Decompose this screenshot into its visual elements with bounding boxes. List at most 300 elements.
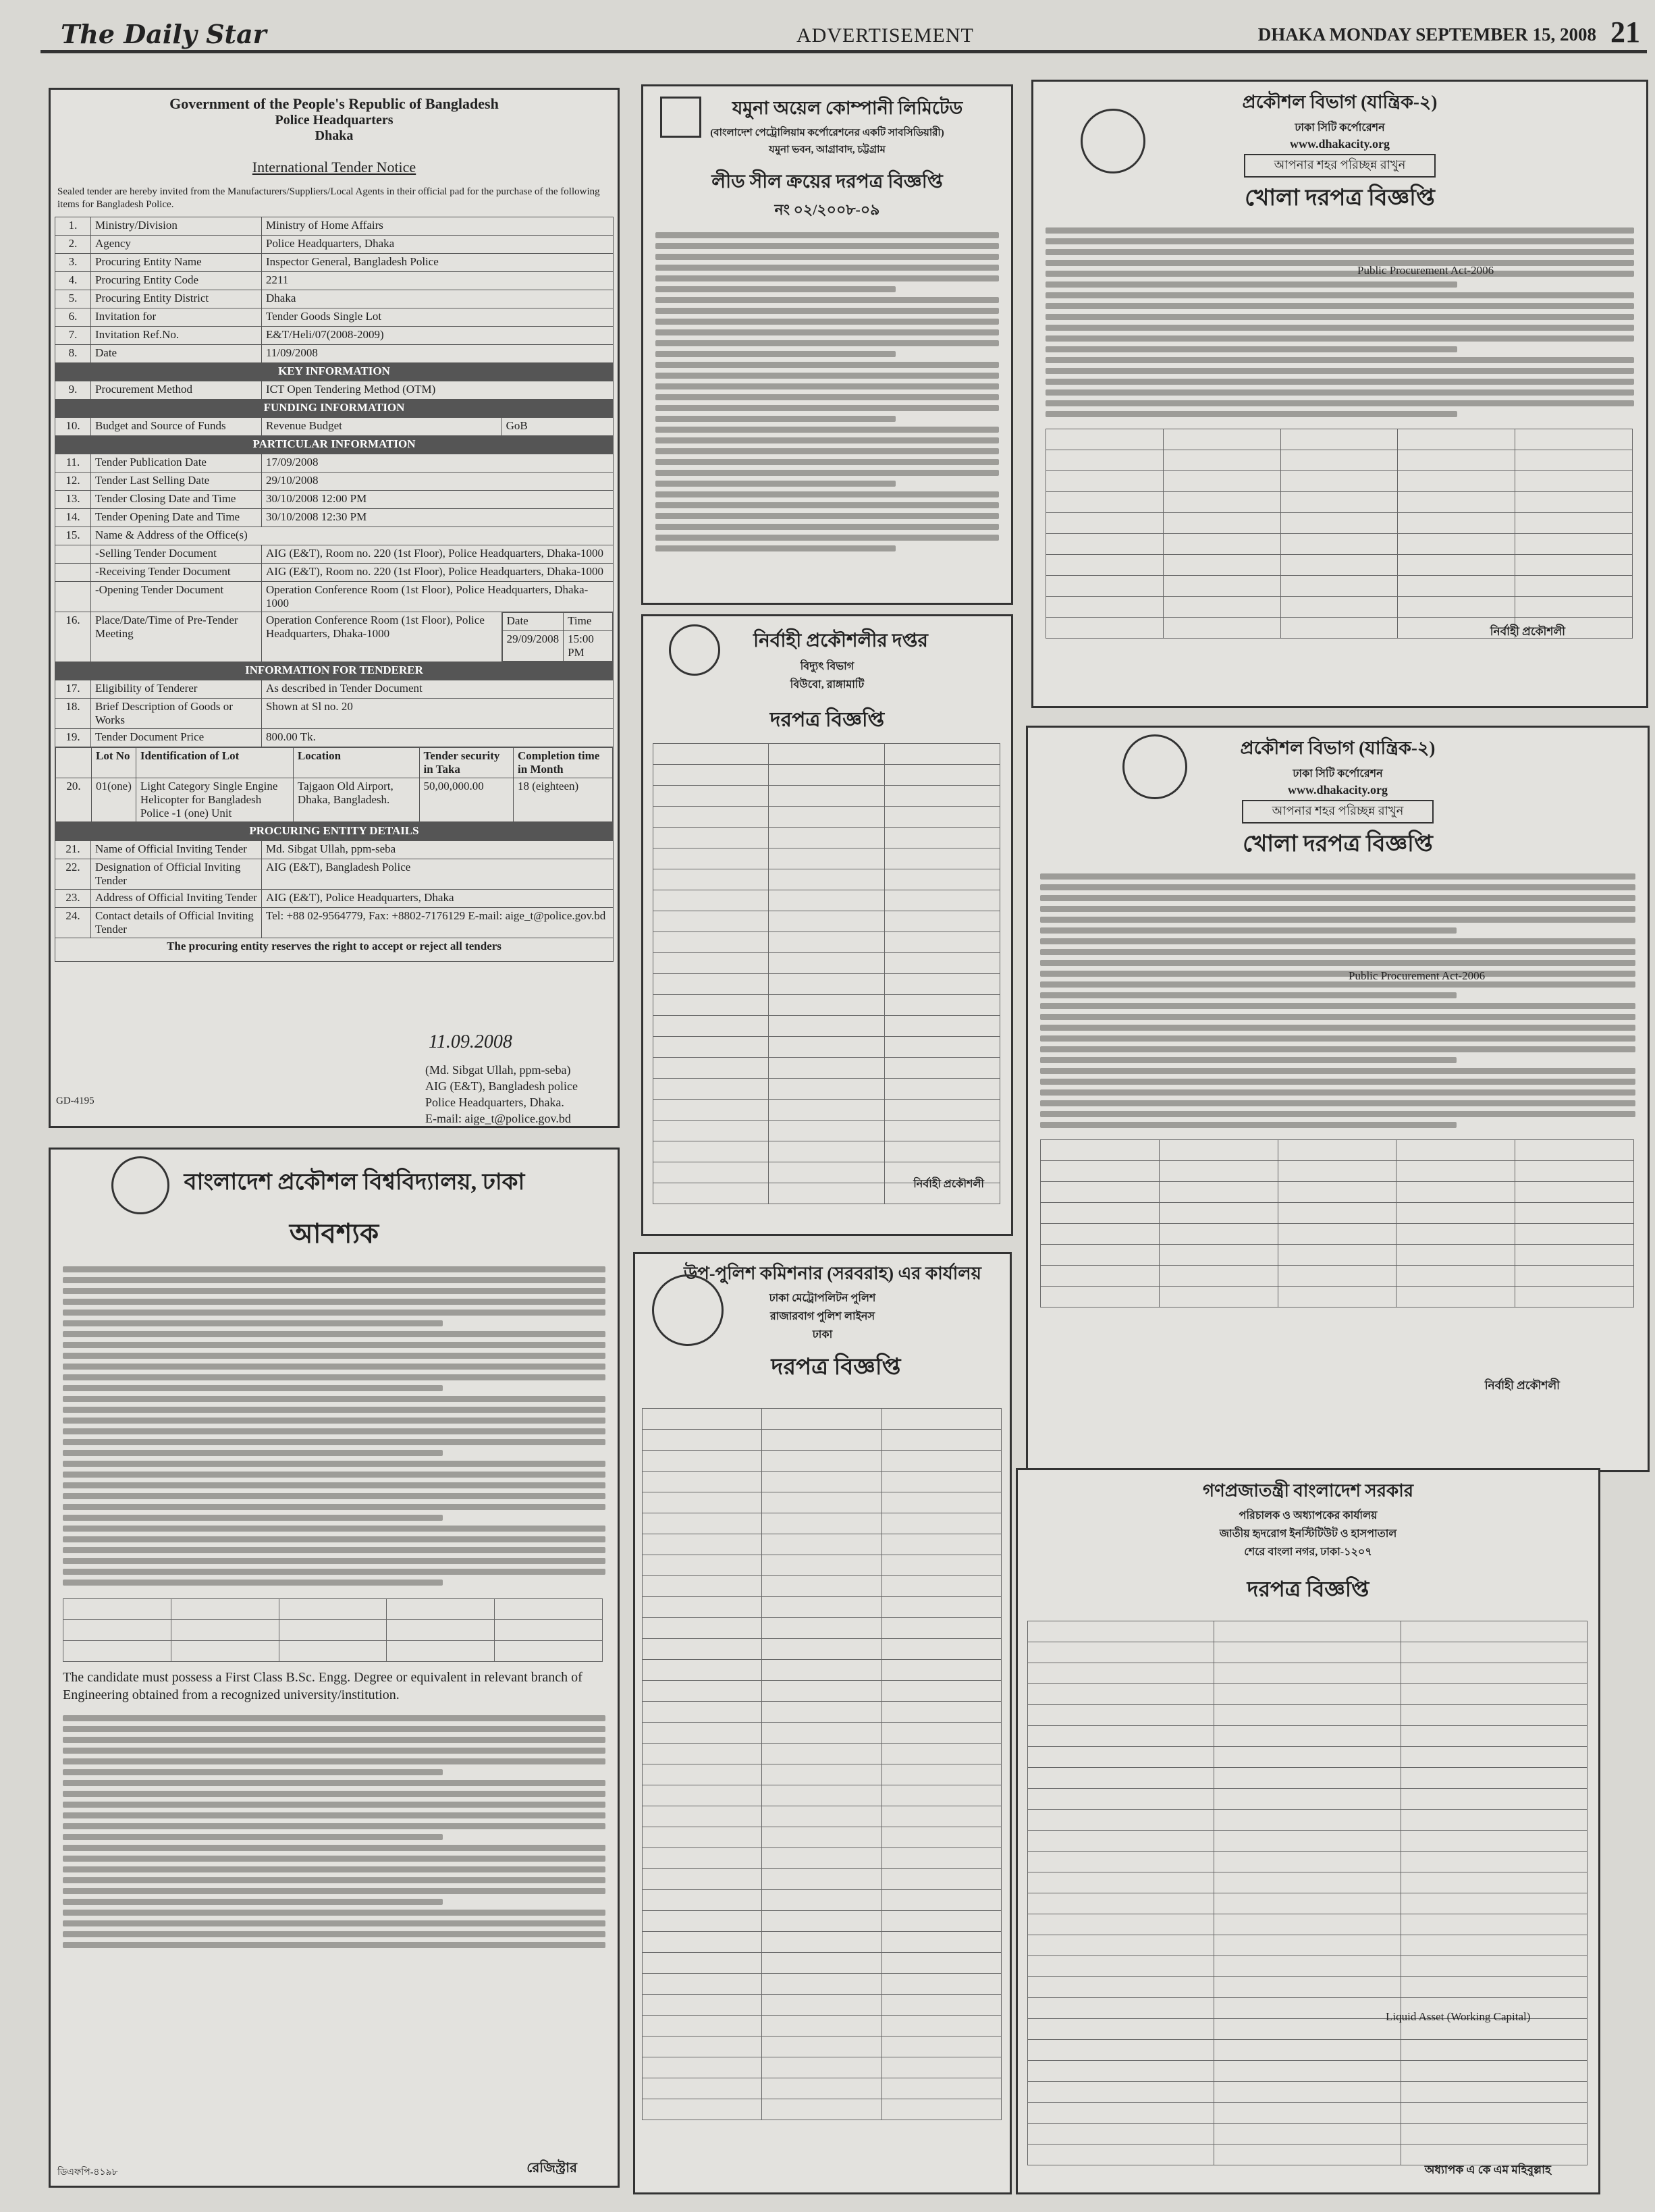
table-row: 13. Tender Closing Date and Time 30/10/2008 12:00 PM (55, 491, 614, 509)
heart-institute-notice: গণপ্রজাতন্ত্রী বাংলাদেশ সরকার পরিচালক ও অধ্যাপকের কার্যালয় জাতীয় হৃদরোগ ইনস্টিটিউট ও হাসপাতাল শেরে বাংলা নগর, ঢাকা-১২০৭ দরপত্র বিজ্ঞপ্তি Liquid Asset (Working Capital) অধ্যাপক এ কে এম মহিবুল্লাহ (1016, 1468, 1600, 2194)
table-row (1028, 1747, 1588, 1768)
buet-body-text (51, 1258, 618, 1594)
lot-column-header: Identification of Lot (136, 748, 293, 778)
table-row (1046, 450, 1633, 471)
table-row (643, 1576, 1002, 1597)
police-supply-title: উপ-পুলিশ কমিশনার (সরবরাহ) এর কার্যালয় (684, 1264, 981, 1283)
table-row (653, 765, 1000, 786)
text-line (63, 1320, 443, 1326)
dcc1-body-text (1033, 219, 1646, 426)
text-line (63, 1726, 605, 1732)
table-row (643, 2078, 1002, 2099)
buet-heading: আবশ্যক (289, 1218, 379, 1249)
table-row (1028, 1956, 1588, 1977)
text-line (63, 1342, 605, 1348)
dcc2-body-text (1028, 865, 1648, 1137)
table-row (643, 1555, 1002, 1576)
table-row (1041, 1161, 1634, 1182)
buet-english-requirement: The candidate must possess a First Class B.Sc. Engg. Degree or equivalent in relevant branch of Engineering obtained from a recognized university/institution. (63, 1670, 582, 1702)
dcc2-heading: খোলা দরপত্র বিজ্ঞপ্তি (1243, 832, 1433, 857)
police-tender-table: 1. Ministry/Division Ministry of Home Affairs 2. Agency Police Headquarters, Dhaka 3. Procuring Entity Name Inspector General, Bangladesh Police 4. Procuring Entity Code 2211 5. Procuring Entity District Dhaka 6. Invitation for Tender Goods Single Lot 7. Invitation Ref.No. E&T/Heli/07(2008-2009) 8. Date 11/09/2008 KEY INFORMATION 9. Procurement Method ICT Open Tendering Method (OTM) FUNDING INFORMATION 10. Budget and Source of Funds Revenue Budget GoB PARTICULAR INFORMATION 11. Tender Publication Date 17/09/2008 12. Tender Last Selling Date 29/10/2008 13. Tender Closing Date and Time 30/10/2008 12:00 PM 14. Tender Opening Date and Time 30/10/2008 12:30 PM 15. Name & Address of the Office(s) -Selling Tender Document AIG (E&T), Room no. 220 (1st Floor), Police Headquarters, Dhaka-1000 -Receiving Tender Document AIG (E&T), Room no. 220 (1st Floor), Police Headquarters, Dhaka-1000 -Opening Tender Document Operation Conference Room (1st Floor), Police Headquarters, Dhaka-1000 16. Place/Date/Time of Pre-Tender Meeting Operation Conference Room (1st Floor), Police Headquarters, Dhaka-1000 Date Time 29/09/2008 15:00 PM INFORMATION FOR TENDERER 17. Eligibility of Tenderer As described in Tender Document 18. Brief Description of Goods or Works Shown at Sl no. 20 19. Tender Document Price 800.00 Tk. Lot No Identification of Lot Location Tender security in Taka Completion time in Month 20. 01(one) Light Category Single Engine Helicopter for Bangladesh Police -1 (one) Unit Tajgaon Old Airport, Dhaka, Bangladesh. 50,00,000.00 18 (eighteen) PROCURING ENTITY DETAILS 21. Name of Official Inviting Tender Md. Sibgat Ullah, ppm-seba 22. Designation of Official Inviting Tender AIG (E&T), Bangladesh Police 23. Address of Official Inviting Tender AIG (E&T), Police Headquarters, Dhaka 24. Contact details of Official Inviting Tender Tel: +88 02-9564779, Fax: +8802-7176129 E-mail: aige_t@police.gov.bd The procuring entity reserves the right to accept or reject all tenders (55, 217, 614, 962)
table-row: 11. Tender Publication Date 17/09/2008 (55, 454, 614, 473)
table-row (653, 890, 1000, 911)
text-line (1040, 1046, 1635, 1052)
office-row: -Opening Tender Document Operation Conference Room (1st Floor), Police Headquarters, Dhaka-1000 (55, 582, 614, 612)
text-line (63, 1515, 443, 1521)
table-row (643, 1472, 1002, 1492)
table-row (1028, 1852, 1588, 1872)
table-row (1028, 1893, 1588, 1914)
lot-column-header: Location (293, 748, 419, 778)
text-line (1040, 873, 1635, 880)
table-row: 23. Address of Official Inviting Tender AIG (E&T), Police Headquarters, Dhaka (55, 890, 614, 908)
jamuna-oil-notice: যমুনা অয়েল কোম্পানী লিমিটেড (বাংলাদেশ পেট্রোলিয়াম কর্পোরেশনের একটি সাবসিডিয়ারী) যমুনা ভবন, আগ্রাবাদ, চট্টগ্রাম লীড সীল ক্রয়ের দরপত্র বিজ্ঞপ্তি নং ০২/২০০৮-০৯ (641, 84, 1013, 605)
table-row (653, 1058, 1000, 1079)
govt-heading: দরপত্র বিজ্ঞপ্তি (1247, 1577, 1369, 1601)
table-row: 4. Procuring Entity Code 2211 (55, 272, 614, 290)
text-line (1040, 949, 1635, 955)
lot-table: Lot No Identification of Lot Location Tender security in Taka Completion time in Month 20. 01(one) Light Category Single Engine Helicopter for Bangladesh Police -1 (one) Unit Tajgaon Old Airport, Dhaka, Bangladesh. 50,00,000.00 18 (eighteen) (55, 747, 613, 822)
text-line (655, 243, 999, 249)
text-line (655, 448, 999, 454)
police-tender-notice (49, 88, 620, 1128)
text-line (1046, 357, 1634, 363)
jamuna-logo-icon (660, 97, 701, 138)
table-row (653, 1121, 1000, 1141)
text-line (655, 481, 896, 487)
table-row (1046, 429, 1633, 450)
table-row (643, 2036, 1002, 2057)
text-line (63, 1845, 605, 1851)
text-line (63, 1504, 605, 1510)
table-row (643, 2057, 1002, 2078)
text-line (1040, 917, 1635, 923)
text-line (1040, 971, 1635, 977)
text-line (655, 362, 999, 368)
text-line (63, 1802, 605, 1808)
text-line (1040, 1003, 1635, 1009)
table-row: 2. Agency Police Headquarters, Dhaka (55, 236, 614, 254)
dcc2-table (1040, 1139, 1634, 1307)
table-row (653, 1141, 1000, 1162)
text-line (63, 1299, 605, 1305)
newspaper-logo: The Daily Star (61, 19, 267, 49)
table-row (1028, 1831, 1588, 1852)
info-tenderer-header: INFORMATION FOR TENDERER (55, 662, 614, 680)
power-dept-heading: দরপত্র বিজ্ঞপ্তি (769, 709, 885, 731)
table-row (643, 1848, 1002, 1869)
table-row (653, 1079, 1000, 1100)
text-line (63, 1834, 443, 1840)
table-row (1028, 1768, 1588, 1789)
table-row: 18. Brief Description of Goods or Works Shown at Sl no. 20 (55, 699, 614, 729)
govt-table (1027, 1621, 1588, 2165)
text-line (1040, 1035, 1635, 1042)
text-line (1046, 335, 1634, 342)
dcc2-title: প্রকৌশল বিভাগ (যান্ত্রিক-২) (1240, 738, 1436, 758)
dcc1-title: প্রকৌশল বিভাগ (যান্ত্রিক-২) (1242, 92, 1438, 112)
text-line (1040, 1100, 1635, 1106)
table-row (1028, 1935, 1588, 1956)
police-signature-block: (Md. Sibgat Ullah, ppm-seba) AIG (E&T), Bangladesh police Police Headquarters, Dhaka. E-mail: aige_t@police.gov.bd (425, 1063, 578, 1125)
text-line (63, 1569, 605, 1575)
text-line (1046, 325, 1634, 331)
text-line (1040, 1014, 1635, 1020)
table-row (643, 2099, 1002, 2120)
text-line (63, 1780, 605, 1786)
masthead (40, 15, 1647, 53)
buet-ad-code: ডিএফপি-৪১৯৮ (57, 2167, 118, 2178)
table-row (643, 1785, 1002, 1806)
table-row (643, 1890, 1002, 1911)
table-row: 1. Ministry/Division Ministry of Home Affairs (55, 217, 614, 236)
text-line (1046, 249, 1634, 255)
table-row (1046, 471, 1633, 492)
table-row: 24. Contact details of Official Inviting Tender Tel: +88 02-9564779, Fax: +8802-7176129 E-mail: aige_t@police.gov.bd (55, 908, 614, 938)
table-row: 22. Designation of Official Inviting Tender AIG (E&T), Bangladesh Police (55, 859, 614, 890)
funding-header: FUNDING INFORMATION (55, 400, 614, 418)
police-emblem-icon (652, 1274, 724, 1346)
table-row (643, 1451, 1002, 1472)
table-row (653, 995, 1000, 1016)
text-line (63, 1364, 605, 1370)
text-line (63, 1266, 605, 1272)
dcc-emblem-icon-2 (1122, 734, 1187, 799)
text-line (63, 1277, 605, 1283)
table-row (1041, 1287, 1634, 1307)
table-row (643, 1639, 1002, 1660)
text-line (1046, 271, 1634, 277)
table-row (1046, 576, 1633, 597)
police-org1: Government of the People's Republic of Bangladesh (169, 95, 499, 112)
text-line (63, 1910, 605, 1916)
text-line (63, 1461, 605, 1467)
jamuna-notice-heading: লীড সীল ক্রয়ের দরপত্র বিজ্ঞপ্তি (711, 171, 943, 192)
table-row (1028, 1684, 1588, 1705)
text-line (63, 1407, 605, 1413)
table-row (1028, 1621, 1588, 1642)
table-row (643, 1534, 1002, 1555)
text-line (655, 308, 999, 314)
text-line (1046, 227, 1634, 234)
table-row (643, 2016, 1002, 2036)
dcc2-website: www.dhakacity.org (1287, 783, 1388, 797)
table-row (1046, 534, 1633, 555)
table-row (1028, 1789, 1588, 1810)
text-line (1046, 281, 1457, 288)
table-row (1041, 1245, 1634, 1266)
dateline: DHAKA MONDAY SEPTEMBER 15, 2008 (1257, 24, 1596, 45)
text-line (63, 1931, 605, 1937)
dcc-notice-1: প্রকৌশল বিভাগ (যান্ত্রিক-২) ঢাকা সিটি কর্পোরেশন www.dhakacity.org আপনার শহর পরিচ্ছন্ন রাখুন খোলা দরপত্র বিজ্ঞপ্তি Public Procurement Act-2006 নির্বাহী প্রকৌশলী (1031, 80, 1648, 708)
text-line (1040, 1089, 1635, 1096)
text-line (655, 232, 999, 238)
dcc1-website: www.dhakacity.org (1289, 137, 1390, 151)
table-row (643, 1827, 1002, 1848)
table-row (643, 1618, 1002, 1639)
text-line (63, 1331, 605, 1337)
police-org2: Police Headquarters (275, 113, 394, 128)
text-line (1040, 992, 1457, 998)
text-line (1046, 238, 1634, 244)
table-row (653, 1100, 1000, 1121)
table-row (1028, 1705, 1588, 1726)
police-supply-notice: উপ-পুলিশ কমিশনার (সরবরাহ) এর কার্যালয় ঢাকা মেট্রোপলিটন পুলিশ রাজারবাগ পুলিশ লাইনস ঢাকা দরপত্র বিজ্ঞপ্তি (633, 1252, 1012, 2194)
dcc1-heading: খোলা দরপত্র বিজ্ঞপ্তি (1245, 186, 1435, 211)
table-row (653, 786, 1000, 807)
table-row (653, 828, 1000, 848)
key-info-header: KEY INFORMATION (55, 363, 614, 381)
table-row (643, 1974, 1002, 1995)
table-row (643, 1911, 1002, 1932)
text-line (1040, 1068, 1635, 1074)
dept-emblem-icon (669, 624, 720, 676)
power-dept-table (653, 743, 1000, 1204)
table-row (653, 932, 1000, 953)
table-row (643, 1409, 1002, 1430)
text-line (63, 1758, 605, 1764)
table-row (1046, 513, 1633, 534)
text-line (63, 1899, 443, 1905)
table-row (653, 869, 1000, 890)
dcc-notice-2: প্রকৌশল বিভাগ (যান্ত্রিক-২) ঢাকা সিটি কর্পোরেশন www.dhakacity.org আপনার শহর পরিচ্ছন্ন রাখুন খোলা দরপত্র বিজ্ঞপ্তি Public Procurement Act-2006 নির্বাহী প্রকৌশলী (1026, 726, 1650, 1472)
text-line (63, 1428, 605, 1434)
section-label: ADVERTISEMENT (796, 24, 974, 47)
office-row: -Selling Tender Document AIG (E&T), Room no. 220 (1st Floor), Police Headquarters, Dhaka-1000 (55, 545, 614, 564)
text-line (63, 1353, 605, 1359)
table-row (643, 1723, 1002, 1744)
text-line (655, 470, 999, 476)
text-line (63, 1536, 605, 1542)
text-line (655, 437, 999, 443)
text-line (63, 1942, 605, 1948)
table-row (1028, 1642, 1588, 1663)
table-row (1041, 1266, 1634, 1287)
page-number: 21 (1610, 16, 1640, 49)
power-dept-notice: নির্বাহী প্রকৌশলীর দপ্তর বিদ্যুৎ বিভাগ বিউবো, রাঙ্গামাটি দরপত্র বিজ্ঞপ্তি নির্বাহী প্রকৌশলী (641, 614, 1013, 1236)
text-line (63, 1482, 605, 1488)
table-row: 14. Tender Opening Date and Time 30/10/2008 12:30 PM (55, 509, 614, 527)
lot-column-header: Lot No (92, 748, 136, 778)
table-row (1041, 1140, 1634, 1161)
text-line (63, 1439, 605, 1445)
text-line (655, 297, 999, 303)
ad-code: GD-4195 (56, 1096, 94, 1106)
table-row (643, 1764, 1002, 1785)
table-row (653, 1016, 1000, 1037)
table-row (1041, 1182, 1634, 1203)
text-line (63, 1288, 605, 1294)
text-line (1040, 1111, 1635, 1117)
table-row (643, 1995, 1002, 2016)
lot-column-header: Tender security in Taka (419, 748, 513, 778)
table-row: 3. Procuring Entity Name Inspector General, Bangladesh Police (55, 254, 614, 272)
text-line (63, 1856, 605, 1862)
text-line (655, 383, 999, 389)
text-line (1046, 411, 1457, 417)
text-line (63, 1385, 443, 1391)
table-row: 19. Tender Document Price 800.00 Tk. (55, 729, 614, 747)
text-line (1046, 389, 1634, 396)
table-row (1028, 1914, 1588, 1935)
text-line (1046, 400, 1634, 406)
table-row: 6. Invitation for Tender Goods Single Lot (55, 308, 614, 327)
text-line (63, 1866, 605, 1872)
text-line (655, 427, 999, 433)
table-row (643, 1430, 1002, 1451)
text-line (1040, 981, 1635, 988)
text-line (655, 275, 999, 281)
text-line (63, 1580, 443, 1586)
text-line (655, 254, 999, 260)
text-line (1040, 884, 1635, 890)
text-line (63, 1547, 605, 1553)
table-row (1028, 2061, 1588, 2082)
table-row (1028, 2103, 1588, 2124)
table-row (653, 953, 1000, 974)
text-line (1040, 1025, 1635, 1031)
table-row: 7. Invitation Ref.No. E&T/Heli/07(2008-2009) (55, 327, 614, 345)
text-line (63, 1418, 605, 1424)
table-row (1028, 2124, 1588, 2144)
table-row (1028, 2040, 1588, 2061)
text-line (1040, 960, 1635, 966)
text-line (63, 1472, 605, 1478)
text-line (1046, 314, 1634, 320)
text-line (63, 1812, 605, 1818)
text-line (655, 340, 999, 346)
table-row: 21. Name of Official Inviting Tender Md. Sibgat Ullah, ppm-seba (55, 841, 614, 859)
table-row (1028, 1872, 1588, 1893)
text-line (1040, 1057, 1457, 1063)
text-line (655, 545, 896, 551)
text-line (655, 491, 999, 497)
text-line (63, 1493, 605, 1499)
text-line (655, 394, 999, 400)
govt-title: গণপ্রজাতন্ত্রী বাংলাদেশ সরকার (1202, 1481, 1414, 1501)
reserve-note: The procuring entity reserves the right to accept or reject all tenders (55, 938, 614, 962)
table-row (1028, 1726, 1588, 1747)
text-line (63, 1791, 605, 1797)
buet-logo-icon (111, 1156, 169, 1214)
buet-title: বাংলাদেশ প্রকৌশল বিশ্ববিদ্যালয়, ঢাকা (184, 1170, 525, 1195)
buet-signature: রেজিস্ট্রার (526, 2161, 577, 2176)
table-row (1046, 555, 1633, 576)
text-line (1040, 938, 1635, 944)
table-row (1041, 1203, 1634, 1224)
text-line (1040, 906, 1635, 912)
text-line (1046, 346, 1457, 352)
text-line (63, 1920, 605, 1926)
table-row (643, 1492, 1002, 1513)
dcc-emblem-icon-1 (1081, 109, 1145, 173)
procuring-header: PROCURING ENTITY DETAILS (55, 823, 614, 841)
table-row (643, 1744, 1002, 1764)
text-line (63, 1558, 605, 1564)
text-line (1040, 1079, 1635, 1085)
table-row (653, 744, 1000, 765)
text-line (655, 416, 896, 422)
text-line (63, 1715, 605, 1721)
table-row (653, 807, 1000, 828)
text-line (1040, 895, 1635, 901)
table-row (643, 1597, 1002, 1618)
power-dept-title: নির্বাহী প্রকৌশলীর দপ্তর (753, 630, 928, 651)
table-row (653, 848, 1000, 869)
text-line (655, 329, 999, 335)
text-line (1046, 379, 1634, 385)
table-row (643, 1660, 1002, 1681)
table-row (1046, 597, 1633, 618)
text-line (63, 1877, 605, 1883)
text-line (1040, 927, 1457, 934)
table-row (1041, 1224, 1634, 1245)
table-row (1046, 492, 1633, 513)
table-row (643, 1869, 1002, 1890)
table-row (643, 1702, 1002, 1723)
police-org3: Dhaka (315, 128, 354, 143)
text-line (63, 1450, 443, 1456)
office-row: -Receiving Tender Document AIG (E&T), Room no. 220 (1st Floor), Police Headquarters, Dhaka-1000 (55, 564, 614, 582)
dcc1-table (1046, 429, 1633, 639)
table-row (643, 1681, 1002, 1702)
text-line (1040, 1122, 1457, 1128)
text-line (1046, 260, 1634, 266)
text-line (655, 373, 999, 379)
text-line (63, 1769, 443, 1775)
text-line (655, 524, 999, 530)
police-notice-title: International Tender Notice (252, 159, 416, 176)
table-row: 8. Date 11/09/2008 (55, 345, 614, 363)
text-line (655, 502, 999, 508)
text-line (1046, 303, 1634, 309)
particular-header: PARTICULAR INFORMATION (55, 436, 614, 454)
table-row (643, 1806, 1002, 1827)
text-line (1046, 292, 1634, 298)
table-row: 5. Procuring Entity District Dhaka (55, 290, 614, 308)
table-row: 12. Tender Last Selling Date 29/10/2008 (55, 473, 614, 491)
table-row (1028, 1810, 1588, 1831)
text-line (63, 1310, 605, 1316)
table-row (643, 1513, 1002, 1534)
table-row (653, 974, 1000, 995)
buet-notice (49, 1148, 620, 2188)
text-line (655, 535, 999, 541)
table-row (653, 1037, 1000, 1058)
text-line (655, 265, 999, 271)
text-line (655, 286, 896, 292)
table-row (1028, 1663, 1588, 1684)
table-row (643, 1932, 1002, 1953)
police-supply-heading: দরপত্র বিজ্ঞপ্তি (771, 1355, 901, 1380)
jamuna-title: যমুনা অয়েল কোম্পানী লিমিটেড (732, 98, 963, 118)
police-supply-table (642, 1408, 1002, 2120)
text-line (63, 1888, 605, 1894)
text-line (655, 405, 999, 411)
text-line (655, 459, 999, 465)
text-line (63, 1526, 605, 1532)
text-line (63, 1396, 605, 1402)
table-row (1028, 1977, 1588, 1998)
text-line (63, 1748, 605, 1754)
text-line (655, 319, 999, 325)
lot-column-header: Completion time in Month (514, 748, 613, 778)
text-line (655, 513, 999, 519)
text-line (655, 351, 896, 357)
text-line (1046, 368, 1634, 374)
buet-table (63, 1598, 603, 1662)
jamuna-body-text (643, 223, 1011, 560)
